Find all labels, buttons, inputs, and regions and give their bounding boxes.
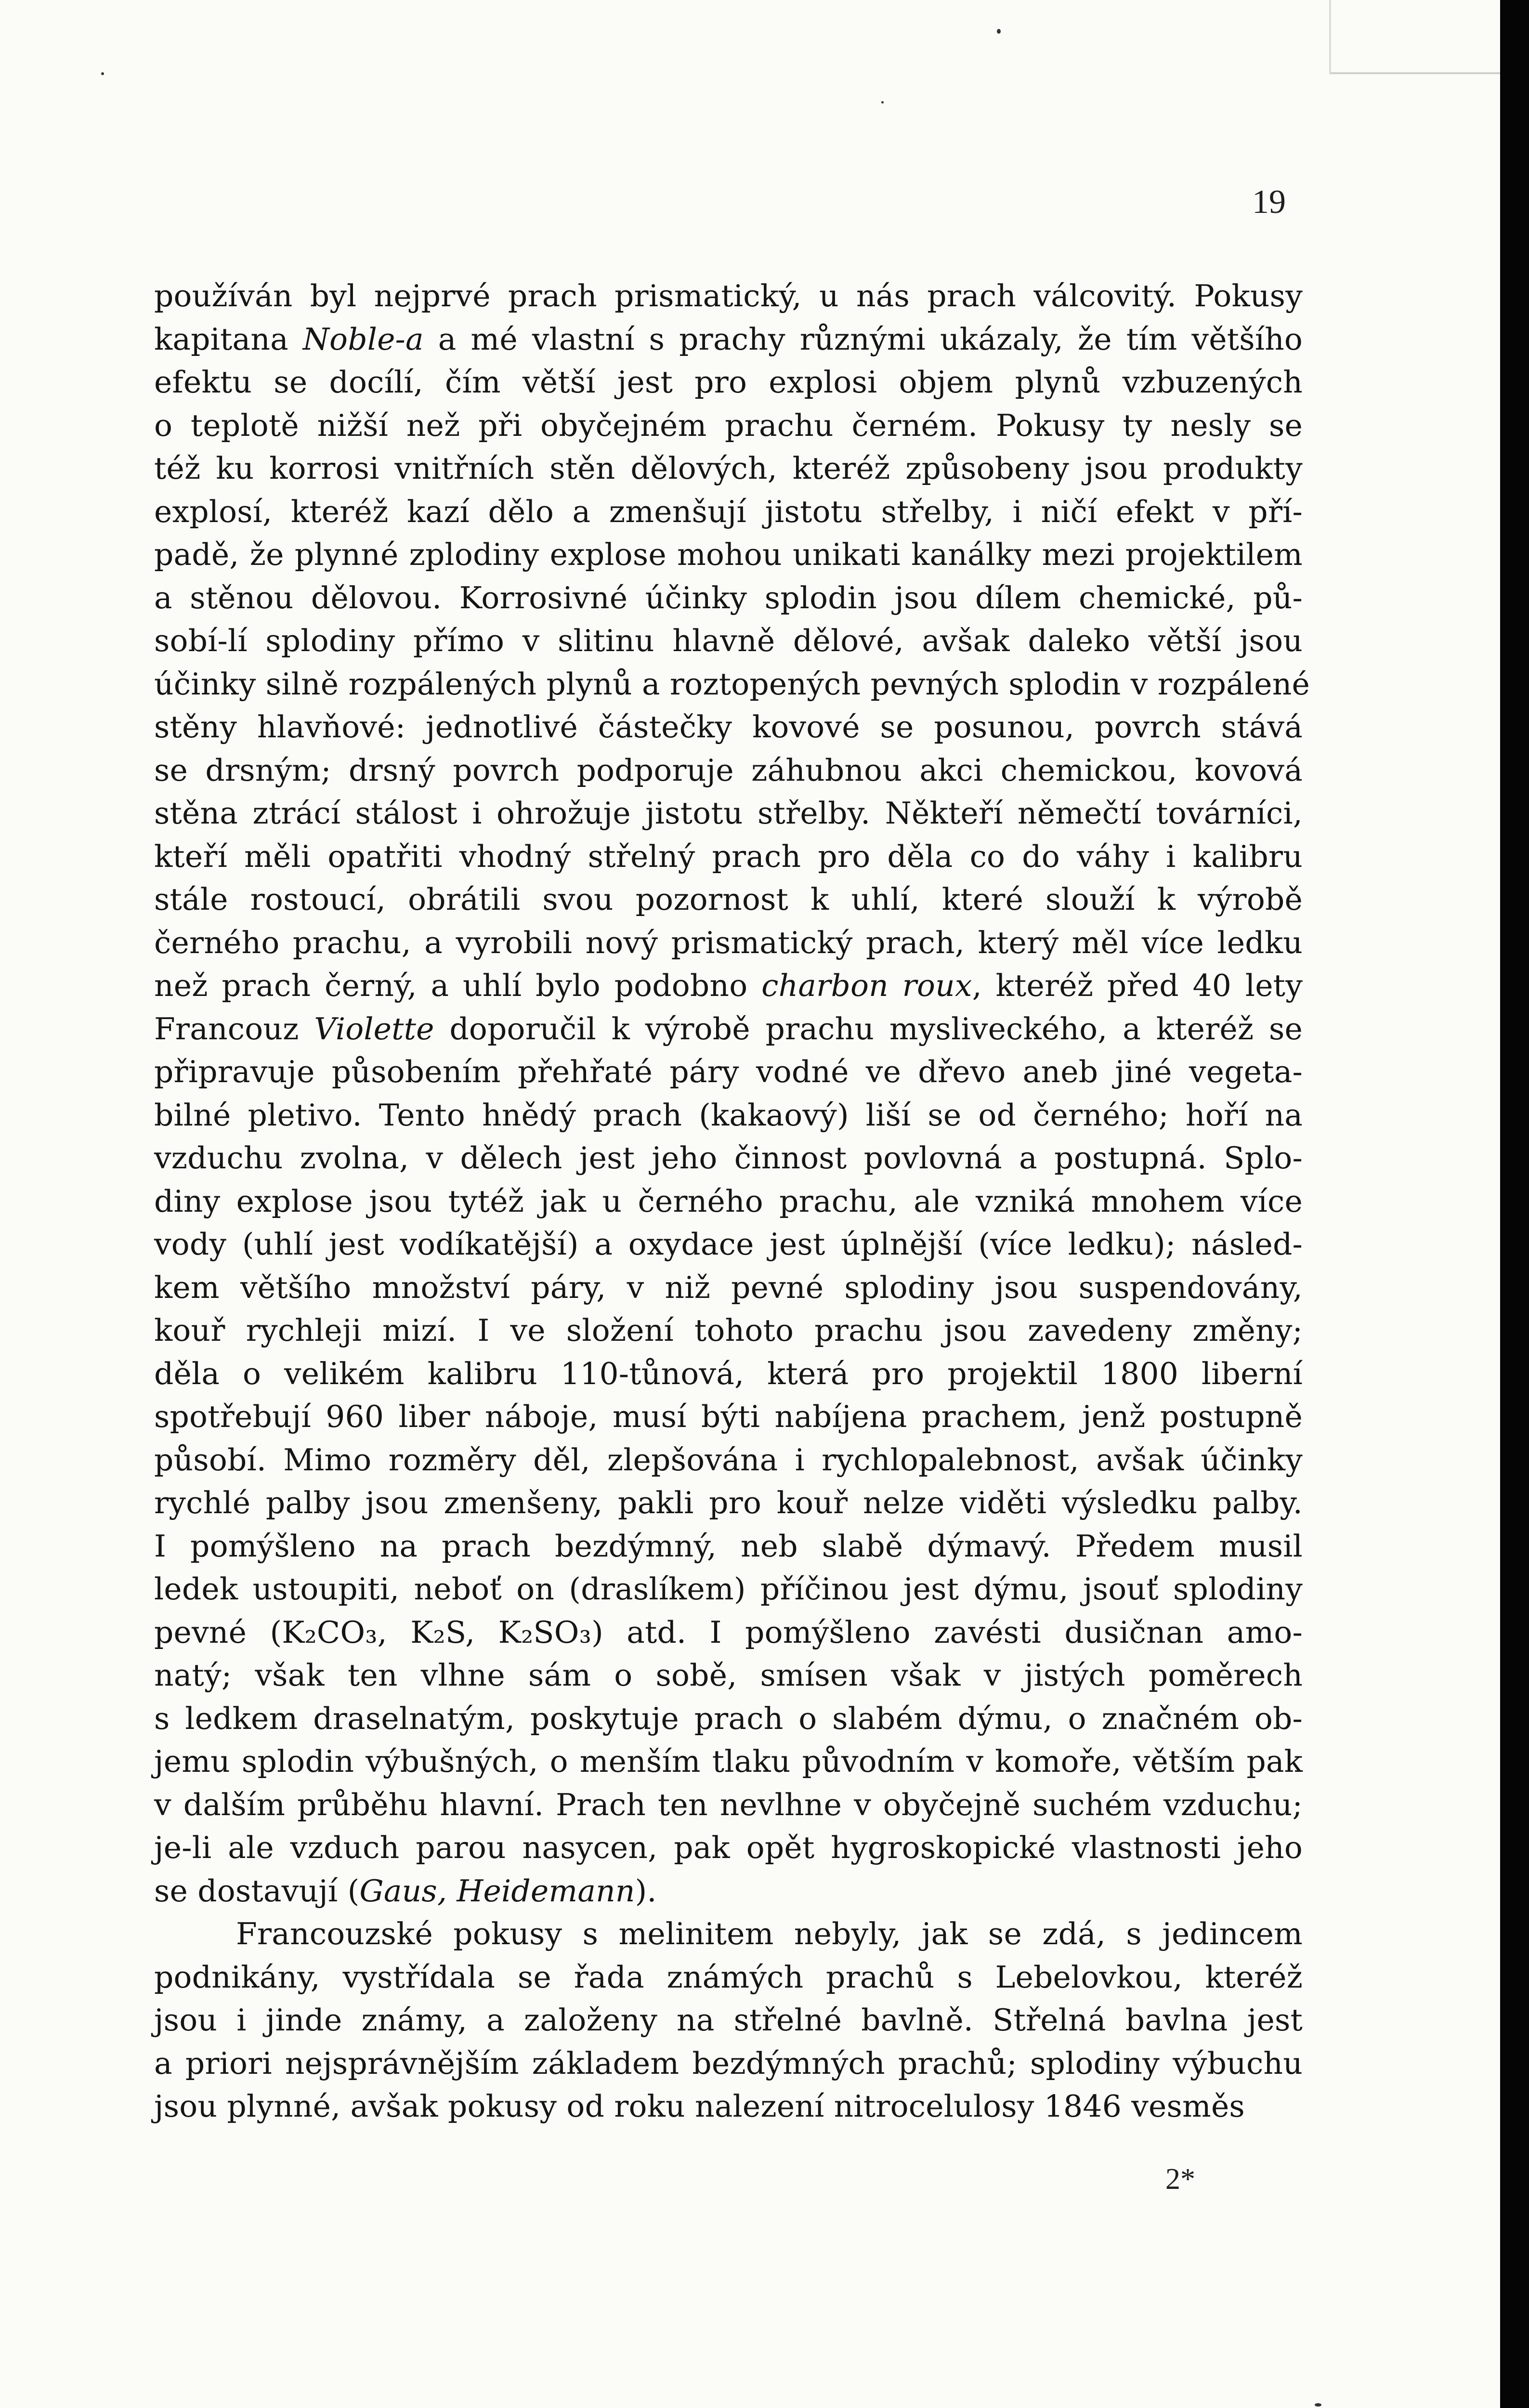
text-line	[154, 1525, 1303, 1568]
italic-run: charbon roux	[761, 968, 972, 1003]
text-run: kouř rychleji mizí. I ve složení tohoto prachu jsou zavedeny změny;	[154, 1313, 1303, 1348]
text-run: v dalším průběhu hlavní. Prach ten nevlhne v obyčejně suchém vzduchu;	[154, 1787, 1303, 1822]
text-line	[154, 1697, 1303, 1741]
text-run: černého prachu, a vyrobili nový prismatický prach, který měl více ledku	[154, 925, 1303, 960]
text-run: kteří měli opatřiti vhodný střelný prach pro děla co do váhy i kalibru	[154, 838, 1303, 874]
text-line	[154, 275, 1303, 318]
text-run: ).	[635, 1873, 657, 1909]
text-line	[154, 576, 1303, 620]
text-line	[154, 1568, 1303, 1611]
text-run: doporučil k výrobě prachu mysliveckého, a kteréž se	[434, 1011, 1303, 1047]
text-run: o teplotě nižší než při obyčejném prachu černém. Pokusy ty nesly se	[154, 407, 1303, 443]
signature-mark: 2*	[1165, 2163, 1195, 2196]
page-number: 19	[1252, 183, 1286, 221]
text-line	[154, 1309, 1303, 1352]
text-run: natý; však ten vlhne sám o sobě, smísen však v jistých poměrech	[154, 1658, 1303, 1693]
text-line	[154, 2085, 1303, 2128]
text-line	[154, 921, 1303, 965]
text-run: připravuje působením přehřaté páry vodné ve dřevo aneb jiné vegeta-	[154, 1054, 1303, 1089]
italic-run: Violette	[314, 1011, 434, 1047]
text-run: stále rostoucí, obrátili svou pozornost k uhlí, které slouží k výrobě	[154, 882, 1303, 917]
text-line	[154, 404, 1303, 447]
text-run: kem většího množství páry, v niž pevné splodiny jsou suspendovány,	[154, 1269, 1303, 1305]
text-line	[154, 835, 1303, 878]
text-run: a mé vlastní s prachy různými ukázaly, že tím většího	[423, 321, 1303, 357]
text-run: jsou plynné, avšak pokusy od roku nalezení nitrocelulosy 1846 vesměs	[154, 2089, 1245, 2124]
scan-speck	[997, 29, 1001, 34]
text-run: podnikány, vystřídala se řada známých prachů s Lebelovkou, kteréž	[154, 1959, 1303, 1995]
text-run: než prach černý, a uhlí bylo podobno	[154, 968, 762, 1003]
text-line	[154, 1180, 1303, 1223]
text-line	[154, 878, 1303, 921]
scan-border	[1500, 0, 1529, 2408]
text-run: též ku korrosi vnitřních stěn dělových, kteréž způsobeny jsou produkty	[154, 451, 1303, 486]
text-run: sobí-lí splodiny přímo v slitinu hlavně dělové, avšak daleko větší jsou	[154, 623, 1303, 658]
text-line	[154, 447, 1303, 490]
text-line	[154, 490, 1303, 534]
text-run: a priori nejsprávnějším základem bezdýmných prachů; splodiny výbuchu	[154, 2045, 1303, 2081]
text-line	[154, 1050, 1303, 1094]
text-line	[154, 1826, 1303, 1870]
text-run: používán byl nejprvé prach prismatický, u nás prach válcovitý. Pokusy	[154, 278, 1303, 314]
scan-speck	[101, 72, 104, 75]
text-line	[154, 663, 1310, 706]
text-run: ledek ustoupiti, neboť on (draslíkem) příčinou jest dýmu, jsouť splodiny	[154, 1571, 1303, 1607]
text-run: se dostavují (	[154, 1873, 360, 1909]
text-line	[154, 1481, 1303, 1525]
text-run: stěny hlavňové: jednotlivé částečky kovové se posunou, povrch stává	[154, 709, 1303, 745]
text-run: I pomýšleno na prach bezdýmný, neb slabě dýmavý. Předem musil	[154, 1528, 1303, 1564]
scan-speck	[1315, 2403, 1321, 2407]
text-line	[154, 1956, 1303, 1999]
text-run: jsou i jinde známy, a založeny na střelné bavlně. Střelná bavlna jest	[154, 2002, 1303, 2038]
scan-corner-mark	[1329, 0, 1524, 74]
text-run: efektu se docílí, čím větší jest pro explosi objem plynů vzbuzených	[154, 365, 1303, 400]
text-line	[154, 1395, 1303, 1439]
text-run: , kteréž před 40 lety	[972, 968, 1303, 1003]
text-line	[154, 1137, 1303, 1180]
text-run: diny explose jsou tytéž jak u černého prachu, ale vzniká mnohem více	[154, 1183, 1303, 1219]
text-run: vzduchu zvolna, v dělech jest jeho činnost povlovná a postupná. Splo-	[154, 1140, 1303, 1176]
text-line	[154, 1439, 1303, 1482]
text-line	[154, 1352, 1303, 1396]
italic-run: Noble-a	[302, 321, 424, 357]
text-line	[154, 318, 1303, 361]
text-run: se drsným; drsný povrch podporuje záhubnou akci chemickou, kovová	[154, 752, 1303, 788]
text-run: účinky silně rozpálených plynů a roztopených pevných splodin v rozpálené	[154, 666, 1310, 702]
text-run: jemu splodin výbušných, o menším tlaku původním v komoře, větším pak	[154, 1744, 1303, 1779]
text-line	[154, 749, 1303, 792]
text-run: je-li ale vzduch parou nasycen, pak opět hygroskopické vlastnosti jeho	[154, 1830, 1303, 1865]
text-run: Francouzské pokusy s melinitem nebyly, jak se zdá, s jedincem	[236, 1916, 1303, 1951]
text-line	[154, 1223, 1303, 1266]
paragraph	[154, 1912, 1303, 2128]
text-run: kapitana	[154, 321, 303, 357]
text-line	[154, 1912, 1303, 1956]
text-run: padě, že plynné zplodiny explose mohou unikati kanálky mezi projektilem	[154, 537, 1303, 572]
text-run: působí. Mimo rozměry děl, zlepšována i rychlopalebnost, avšak účinky	[154, 1442, 1303, 1478]
text-line	[154, 706, 1303, 749]
text-line	[154, 2042, 1303, 2085]
text-line	[154, 1008, 1303, 1051]
text-run: bilné pletivo. Tento hnědý prach (kakaový) liší se od černého; hoří na	[154, 1097, 1303, 1133]
text-line	[154, 792, 1303, 835]
text-line	[154, 1783, 1303, 1827]
text-run: s ledkem draselnatým, poskytuje prach o slabém dýmu, o značném ob-	[154, 1701, 1303, 1736]
text-line	[154, 533, 1303, 576]
text-line	[154, 964, 1303, 1008]
text-run: explosí, kteréž kazí dělo a zmenšují jistotu střelby, i ničí efekt v pří-	[154, 494, 1303, 529]
text-line	[154, 619, 1303, 663]
italic-run: Gaus, Heidemann	[359, 1873, 635, 1909]
text-run: stěna ztrácí stálost i ohrožuje jistotu střelby. Někteří němečtí továrníci,	[154, 796, 1303, 831]
text-run: vody (uhlí jest vodíkatější) a oxydace jest úplnější (více ledku); násled-	[154, 1227, 1303, 1262]
text-run: pevné (K₂CO₃, K₂S, K₂SO₃) atd. I pomýšleno zavésti dusičnan amo-	[154, 1614, 1303, 1650]
text-line	[154, 361, 1303, 404]
text-line	[154, 1999, 1303, 2042]
text-run: Francouz	[154, 1011, 314, 1047]
text-line	[154, 1870, 1303, 1913]
text-run: spotřebují 960 liber náboje, musí býti nabíjena prachem, jenž postupně	[154, 1399, 1303, 1434]
body-text	[154, 275, 1310, 2128]
text-line	[154, 1740, 1303, 1783]
text-run: děla o velikém kalibru 110-tůnová, která pro projektil 1800 liberní	[154, 1356, 1303, 1391]
text-line	[154, 1611, 1303, 1654]
text-line	[154, 1094, 1303, 1137]
text-run: a stěnou dělovou. Korrosivné účinky splodin jsou dílem chemické, pů-	[154, 580, 1303, 615]
scan-speck	[881, 101, 884, 104]
text-run: rychlé palby jsou zmenšeny, pakli pro kouř nelze viděti výsledku palby.	[154, 1485, 1303, 1520]
text-line	[154, 1266, 1303, 1309]
paragraph	[154, 275, 1310, 1912]
text-line	[154, 1654, 1303, 1697]
